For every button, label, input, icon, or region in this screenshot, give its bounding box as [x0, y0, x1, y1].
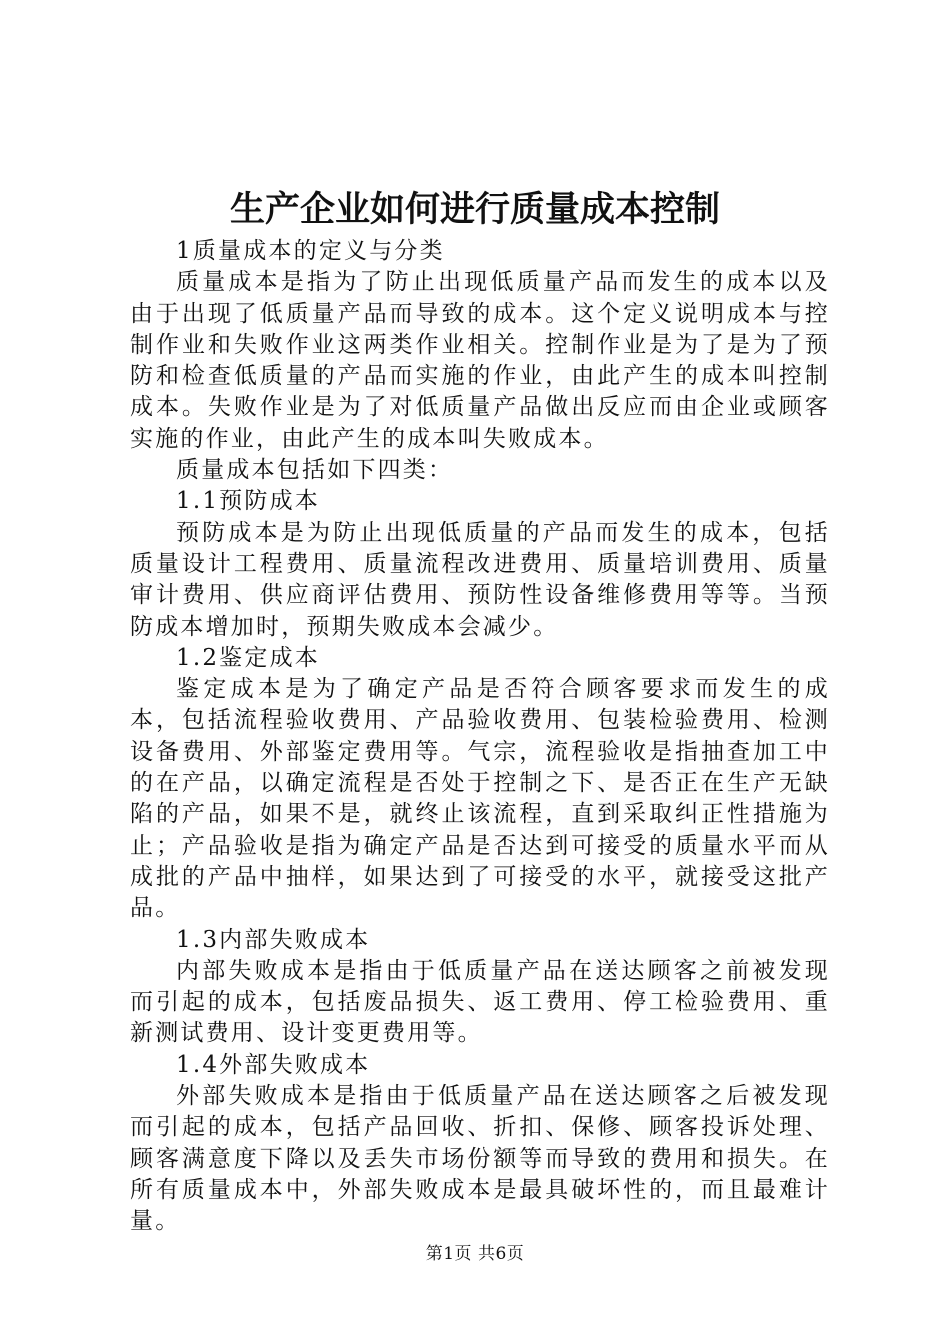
section-heading-1-1: 1.1预防成本	[176, 488, 320, 515]
section-heading-1-4: 1.4外部失败成本	[176, 1051, 371, 1078]
document-body	[130, 236, 830, 1238]
section-heading-1-3: 1.3内部失败成本	[176, 926, 371, 953]
paragraph-external-failure-cost: 外部失败成本是指由于低质量产品在送达顾客之后被发现而引起的成本，包括产品回收、折扣、保修、顾客投诉处理、顾客满意度下降以及丢失市场份额等而导致的费用和损失。在所有质量成本中，外部失败成本是最具破坏性的，而且最难计量。	[130, 1083, 830, 1235]
section-heading-1: 1质量成本的定义与分类	[176, 238, 445, 264]
paragraph-four-categories: 质量成本包括如下四类：	[176, 457, 454, 484]
paragraph-internal-failure-cost: 内部失败成本是指由于低质量产品在送达顾客之前被发现而引起的成本，包括废品损失、返工费用、停工检验费用、重新测试费用、设计变更费用等。	[130, 957, 830, 1047]
document-title: 生产企业如何进行质量成本控制	[229, 189, 720, 230]
page-footer: 第1页 共6页	[425, 1244, 525, 1264]
paragraph-appraisal-cost: 鉴定成本是为了确定产品是否符合顾客要求而发生的成本，包括流程验收费用、产品验收费用、包装检验费用、检测设备费用、外部鉴定费用等。气宗，流程验收是指抽查加工中的在产品，以确定流程是否处于控制之下、是否正在生产无缺陷的产品，如果不是，就终止该流程，直到采取纠正性措施为止；产品验收是指为确定产品是否达到可接受的质量水平而从成批的产品中抽样，如果达到了可接受的水平，就接受这批产品。	[130, 676, 830, 922]
paragraph-prevention-cost: 预防成本是为防止出现低质量的产品而发生的成本，包括质量设计工程费用、质量流程改进费用、质量培训费用、质量审计费用、供应商评估费用、预防性设备维修费用等等。当预防成本增加时，预期失败成本会减少。	[130, 519, 830, 640]
section-heading-1-2: 1.2鉴定成本	[176, 644, 320, 671]
paragraph-definition: 质量成本是指为了防止出现低质量产品而发生的成本以及由于出现了低质量产品而导致的成本。这个定义说明成本与控制作业和失败作业这两类作业相关。控制作业是为了是为了预防和检查低质量的产品而实施的作业，由此产生的成本叫控制成本。失败作业是为了对低质量产品做出反应而由企业或顾客实施的作业，由此产生的成本叫失败成本。	[130, 269, 830, 452]
